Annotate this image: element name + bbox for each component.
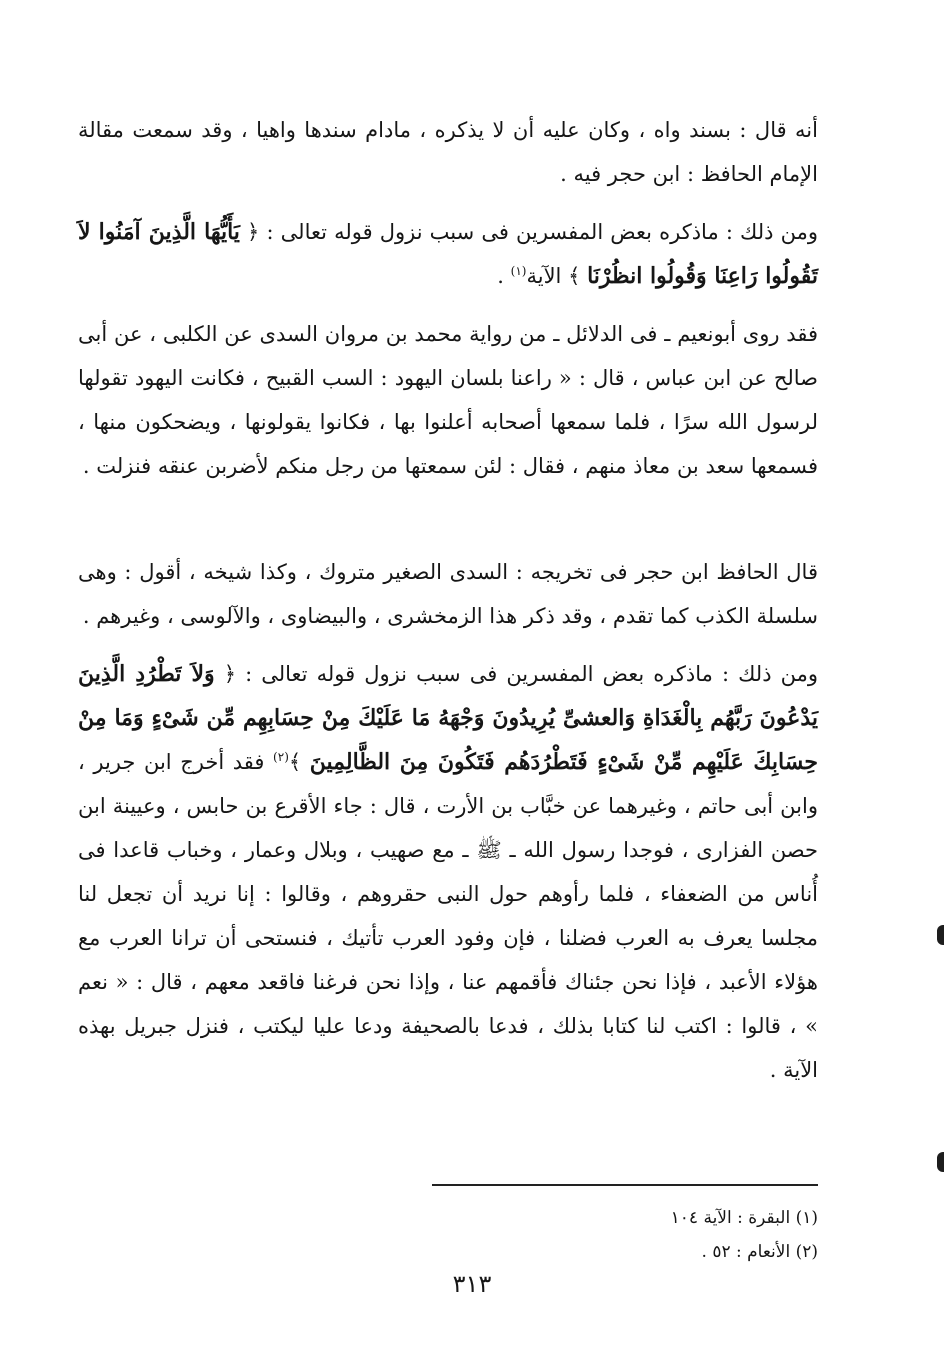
verse-tail: الآية (526, 264, 562, 288)
paragraph-1: أنه قال : بسند واه ، وكان عليه أن لا يذكره ، مادام سندها واهيا ، وقد سمعت مقالة الإمام الحافظ : ابن حجر فيه . (78, 118, 818, 186)
quran-open-bracket: ﴿ (247, 220, 260, 244)
footnote-2: (٢) الأنعام : ٥٢ . (701, 1242, 818, 1262)
page-body (78, 108, 818, 1092)
paragraph-2-intro: ومن ذلك : ماذكره بعض المفسرين فى سبب نزول قوله تعالى : (266, 220, 818, 244)
footnote-ref-2: (٢) (273, 750, 289, 764)
paragraph-3: فقد روى أبونعيم ـ فى الدلائل ـ من رواية محمد بن مروان السدى عن الكلبى ، عن أبى صالح عن ابن عباس ، قال : « راعنا بلسان اليهود : السب القبيح ، فكانت اليهود تقولها لرسول الله سرًا ، فلما سمعها أصحابه أعلنوا بها ، فكانوا يقولونها ، ويضحكون منها ، فسمعها سعد بن معاذ منهم ، فقال : لئن سمعتها من رجل منكم لأضربن عنقه فنزلت . (78, 322, 818, 478)
footnotes (78, 1201, 818, 1269)
footnote-divider (432, 1184, 818, 1186)
footnote-1: (١) البقرة : الآية ١٠٤ (670, 1208, 818, 1228)
binding-mark (937, 925, 944, 945)
quran-verse-2: وَلاَ تَطْرُدِ الَّذِينَ يَدْعُونَ رَبَّهُم بِالْغَدَاةِ وَالعشىِّ يُرِيدُونَ وَجْهَهُ مَا عَلَيْكَ مِنْ حِسَابِهِم مِّن شَىْءٍ وَمَا مِنْ حِسَابِكَ عَلَيْهِم مِّنْ شَىْءٍ فَتَطْرُدَهُم فَتَكُونَ مِنَ الظَّالِمِينَ (78, 661, 818, 775)
paragraph-5-intro: ومن ذلك : ماذكره بعض المفسرين فى سبب نزول قوله تعالى : (245, 662, 818, 686)
paragraph-2 (78, 210, 818, 298)
page-number: ٣١٣ (452, 1270, 492, 1298)
paragraph-5-rest: فقد أخرج ابن جرير ، وابن أبى حاتم ، وغيرهما عن خبَّاب بن الأرت ، قال : جاء الأقرع بن حابس ، وعيينة ابن حصن الفزارى ، فوجدا رسول الله ـ ﷺ ـ مع صهيب ، وبلال وعمار ، وخباب قاعدا فى أُناس من الضعفاء ، فلما رأوهم حول النبى حقروهم ، وقالوا : إنا نريد أن تجعل لنا مجلسا يعرف به العرب فضلنا ، فإن وفود العرب تأتيك ، فنستحى أن ترانا العرب مع هؤلاء الأعبد ، فإذا نحن جئناك فأقمهم عنا ، وإذا نحن فرغنا فاقعد معهم ، قال : « نعم » ، قالوا : اكتب لنا كتابا بذلك ، فدعا بالصحيفة ودعا عليا ليكتب ، فنزل جبريل بهذه الآية . (78, 750, 818, 1082)
paragraph-4: قال الحافظ ابن حجر فى تخريجه : السدى الصغير متروك ، وكذا شيخه ، أقول : وهى سلسلة الكذب كما تقدم ، وقد ذكر هذا الزمخشرى ، والبيضاوى ، والآلوسى ، وغيرهم . (78, 560, 818, 628)
footnote-ref-1: (١) (510, 264, 527, 278)
quran-open-bracket: ﴿ (223, 662, 237, 686)
quran-close-bracket: ﴾ (568, 264, 581, 288)
paragraph-5 (78, 652, 818, 1092)
quran-verse-1: يَأَيُّهَا الَّذِينَ آمَنُوا لاَ تَقُولُوا رَاعِنَا وَقُولُوا انظُرْنَا (78, 219, 818, 289)
binding-mark (937, 1152, 944, 1172)
sentence-end: . (497, 264, 504, 288)
quran-close-bracket: ﴾ (288, 750, 302, 774)
